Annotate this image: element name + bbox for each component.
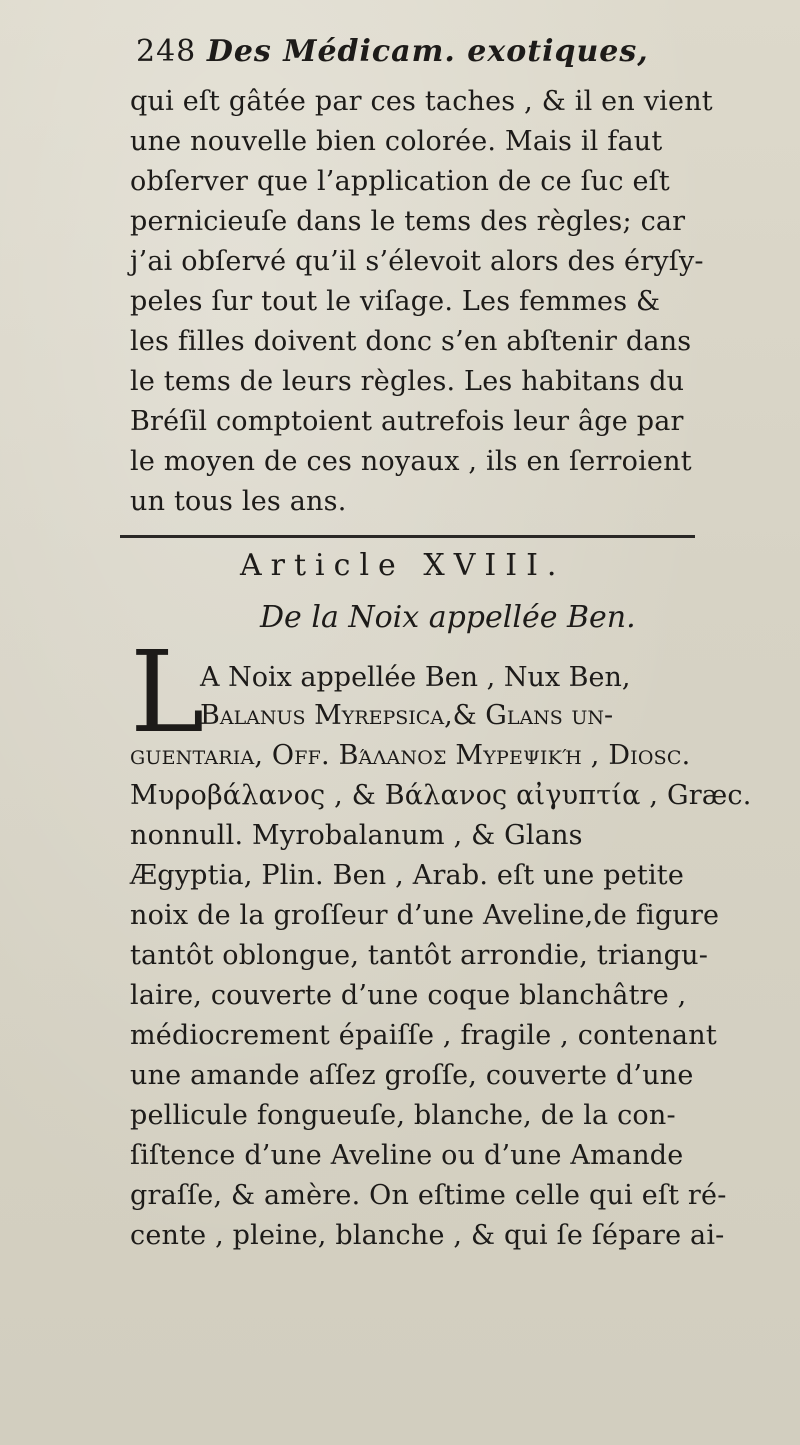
body-line: Bréſil comptoient autrefois leur âge par (130, 406, 684, 437)
body-line: nonnull. Myrobalanum , & Glans (130, 820, 583, 851)
body-line: une nouvelle bien colorée. Mais il faut (130, 126, 663, 157)
drop-cap-letter: L (130, 628, 205, 758)
body-line: guentaria, Off. Βάλανος Μυρεψική , Dioſc. (130, 740, 691, 771)
body-line: ſiſtence d’une Aveline ou d’une Amande (130, 1140, 684, 1171)
body-line: une amande aſſez groſſe, couverte d’une (130, 1060, 694, 1091)
body-line: Ægyptia, Plin. Ben , Arab. eſt une petite (130, 860, 685, 891)
body-line: Balanus Myrepsica,& Glans un- (200, 700, 614, 731)
body-line: pellicule fongueuſe, blanche, de la con- (130, 1100, 676, 1131)
body-line: tantôt oblongue, tantôt arrondie, triangu- (130, 940, 709, 971)
body-line: peles ſur tout le viſage. Les femmes & (130, 286, 661, 317)
running-title: Des Médicam. exotiques, (206, 34, 649, 69)
body-line: qui eſt gâtée par ces taches , & il en vient (130, 86, 713, 117)
section-rule (120, 535, 695, 538)
body-line: le tems de leurs règles. Les habitans du (130, 366, 685, 397)
article-heading: Article XVIII. (240, 548, 566, 583)
body-line: laire, couverte d’une coque blanchâtre , (130, 980, 687, 1011)
article-subtitle: De la Noix appellée Ben. (260, 600, 636, 635)
body-line: pernicieuſe dans le tems des règles; car (130, 206, 686, 237)
body-line: graſſe, & amère. On eſtime celle qui eſt ré- (130, 1180, 727, 1211)
body-line: noix de la groſſeur d’une Aveline,de figure (130, 900, 720, 931)
page-number: 248 (136, 34, 197, 69)
body-line: médiocrement épaiſſe , fragile , contenant (130, 1020, 717, 1051)
body-line: un tous les ans. (130, 486, 347, 517)
body-line: cente , pleine, blanche , & qui ſe ſépare ai- (130, 1220, 725, 1251)
body-line: j’ai obſervé qu’il s’élevoit alors des éryſy- (130, 246, 704, 277)
body-line: les filles doivent donc s’en abſtenir dans (130, 326, 692, 357)
body-line: obſerver que l’application de ce ſuc eſt (130, 166, 670, 197)
body-line: A Noix appellée Ben , Nux Ben, (200, 662, 631, 693)
body-line: Μυροβάλανος , & Βάλανος αἰγυπτία , Græc. (130, 780, 752, 811)
body-line: le moyen de ces noyaux , ils en ſerroient (130, 446, 692, 477)
running-head (136, 34, 649, 69)
